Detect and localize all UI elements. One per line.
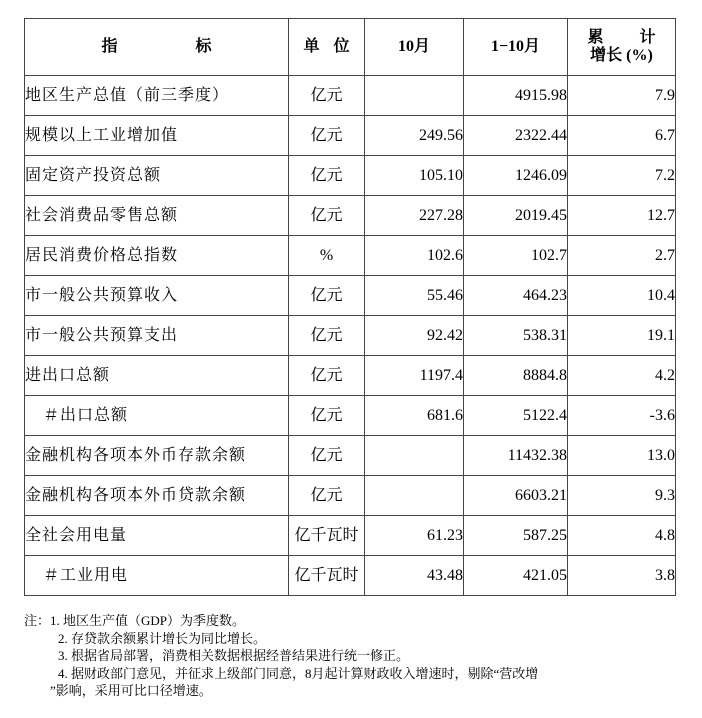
- growth-value-cell: -3.6: [568, 396, 676, 436]
- october-value-cell: 249.56: [365, 116, 464, 156]
- october-value-cell: [365, 476, 464, 516]
- growth-value-cell: 2.7: [568, 236, 676, 276]
- table-row: [25, 476, 676, 516]
- growth-value-cell: 13.0: [568, 436, 676, 476]
- table-body: [25, 76, 676, 596]
- table-row: [25, 556, 676, 596]
- table-row: [25, 516, 676, 556]
- unit-cell: 亿元: [289, 356, 365, 396]
- unit-cell: 亿千瓦时: [289, 556, 365, 596]
- footnote-line-1: [24, 612, 684, 630]
- jan-oct-value-cell: 587.25: [464, 516, 568, 556]
- footnote-line-3: 3. 根据省局部署，消费相关数据根据经普结果进行统一修正。: [58, 648, 410, 663]
- jan-oct-value-cell: 538.31: [464, 316, 568, 356]
- unit-cell: 亿元: [289, 396, 365, 436]
- table-row: [25, 236, 676, 276]
- header-growth-char-1: 累: [587, 29, 604, 47]
- jan-oct-value-cell: 2322.44: [464, 116, 568, 156]
- header-cumulative-growth: [568, 19, 676, 76]
- footnote-line-5: ”影响，采用可比口径增速。: [50, 683, 212, 698]
- indicator-name-cell: 金融机构各项本外币存款余额: [25, 436, 289, 476]
- unit-cell: 亿元: [289, 196, 365, 236]
- october-value-cell: 1197.4: [365, 356, 464, 396]
- jan-oct-value-cell: 1246.09: [464, 156, 568, 196]
- unit-cell: 亿元: [289, 156, 365, 196]
- indicator-name-cell: 社会消费品零售总额: [25, 196, 289, 236]
- table-header-row: [25, 19, 676, 76]
- header-indicator: [25, 19, 289, 76]
- jan-oct-value-cell: 421.05: [464, 556, 568, 596]
- growth-value-cell: 12.7: [568, 196, 676, 236]
- header-indicator-char-1: 指: [101, 38, 118, 56]
- table-row: [25, 276, 676, 316]
- indicator-name-cell: 居民消费价格总指数: [25, 236, 289, 276]
- growth-value-cell: 3.8: [568, 556, 676, 596]
- table-row: [25, 196, 676, 236]
- header-october: 10月: [365, 19, 464, 76]
- economic-indicators-table: [24, 18, 676, 596]
- footnote-line-2: 2. 存贷款余额累计增长为同比增长。: [58, 630, 267, 646]
- unit-cell: 亿元: [289, 436, 365, 476]
- indicator-name-cell: 进出口总额: [25, 356, 289, 396]
- header-unit-char-2: 位: [333, 38, 350, 56]
- jan-oct-value-cell: 5122.4: [464, 396, 568, 436]
- october-value-cell: 227.28: [365, 196, 464, 236]
- unit-cell: %: [289, 236, 365, 276]
- indicator-name-cell: ＃出口总额: [25, 396, 289, 436]
- indicator-name-cell: 全社会用电量: [25, 516, 289, 556]
- october-value-cell: [365, 436, 464, 476]
- growth-value-cell: 4.8: [568, 516, 676, 556]
- footnotes: [24, 612, 684, 700]
- indicator-name-cell: 市一般公共预算收入: [25, 276, 289, 316]
- unit-cell: 亿元: [289, 476, 365, 516]
- footnote-line-4: 4. 据财政部门意见，并征求上级部门同意，8月起计算财政收入增速时，剔除“营改增: [58, 665, 539, 681]
- october-value-cell: 92.42: [365, 316, 464, 356]
- header-growth-line-2: 增长 (%): [590, 47, 653, 64]
- unit-cell: 亿元: [289, 76, 365, 116]
- jan-oct-value-cell: 2019.45: [464, 196, 568, 236]
- growth-value-cell: 9.3: [568, 476, 676, 516]
- october-value-cell: 43.48: [365, 556, 464, 596]
- jan-oct-value-cell: 4915.98: [464, 76, 568, 116]
- growth-value-cell: 7.2: [568, 156, 676, 196]
- growth-value-cell: 4.2: [568, 356, 676, 396]
- table-row: [25, 396, 676, 436]
- growth-value-cell: 19.1: [568, 316, 676, 356]
- indicator-name-cell: 金融机构各项本外币贷款余额: [25, 476, 289, 516]
- indicator-name-cell: 固定资产投资总额: [25, 156, 289, 196]
- october-value-cell: 61.23: [365, 516, 464, 556]
- unit-cell: 亿元: [289, 276, 365, 316]
- footnote-prefix: 注：: [24, 613, 51, 628]
- october-value-cell: 105.10: [365, 156, 464, 196]
- jan-oct-value-cell: 11432.38: [464, 436, 568, 476]
- october-value-cell: 681.6: [365, 396, 464, 436]
- growth-value-cell: 10.4: [568, 276, 676, 316]
- indicator-name-cell: ＃工业用电: [25, 556, 289, 596]
- header-jan-oct: 1−10月: [464, 19, 568, 76]
- unit-cell: 亿元: [289, 116, 365, 156]
- indicator-name-cell: 地区生产总值（前三季度）: [25, 76, 289, 116]
- indicator-name-cell: 市一般公共预算支出: [25, 316, 289, 356]
- jan-oct-value-cell: 6603.21: [464, 476, 568, 516]
- growth-value-cell: 7.9: [568, 76, 676, 116]
- jan-oct-value-cell: 8884.8: [464, 356, 568, 396]
- october-value-cell: 102.6: [365, 236, 464, 276]
- header-unit: [289, 19, 365, 76]
- header-growth-char-2: 计: [639, 29, 656, 47]
- table-row: [25, 316, 676, 356]
- table-row: [25, 76, 676, 116]
- jan-oct-value-cell: 464.23: [464, 276, 568, 316]
- october-value-cell: [365, 76, 464, 116]
- table-row: [25, 156, 676, 196]
- header-indicator-char-2: 标: [195, 38, 212, 56]
- footnote-text-1: 1. 地区生产值（GDP）为季度数。: [50, 613, 246, 628]
- table-row: [25, 116, 676, 156]
- table-row: [25, 356, 676, 396]
- october-value-cell: 55.46: [365, 276, 464, 316]
- indicator-name-cell: 规模以上工业增加值: [25, 116, 289, 156]
- header-unit-char-1: 单: [303, 38, 320, 56]
- table-row: [25, 436, 676, 476]
- jan-oct-value-cell: 102.7: [464, 236, 568, 276]
- unit-cell: 亿千瓦时: [289, 516, 365, 556]
- unit-cell: 亿元: [289, 316, 365, 356]
- growth-value-cell: 6.7: [568, 116, 676, 156]
